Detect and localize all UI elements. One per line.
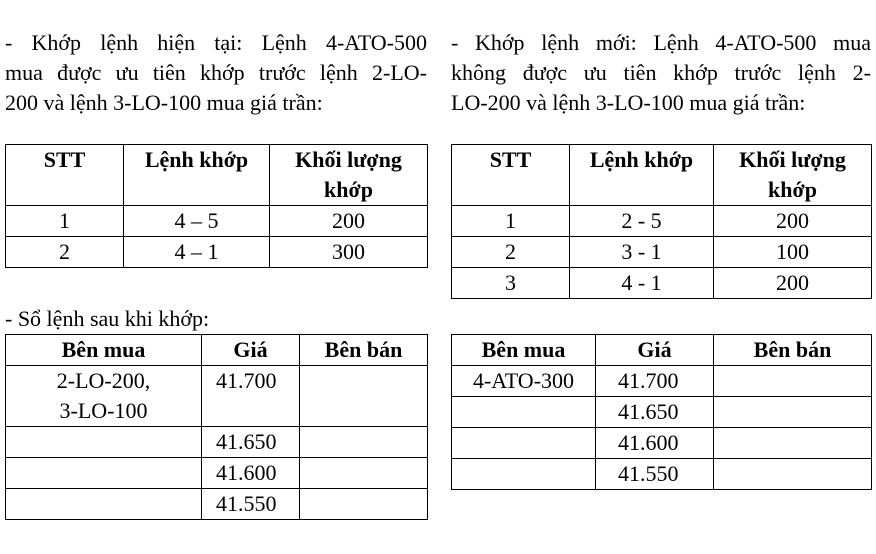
cell-price: 41.700 (202, 366, 300, 427)
cell-sell (714, 428, 872, 459)
cell-buy (452, 397, 596, 428)
table-row (452, 268, 872, 299)
table-row (6, 458, 428, 489)
cell-price: 41.550 (202, 489, 300, 520)
table-header-row (6, 145, 428, 206)
table-header-row (452, 145, 872, 206)
header-matched-order: Lệnh khớp (570, 145, 714, 206)
cell-buy (452, 459, 596, 490)
header-line: Khối lượng (295, 147, 402, 172)
paragraph-line: - Khớp lệnh hiện tại: Lệnh 4-ATO-500 (5, 30, 427, 55)
header-matched-order: Lệnh khớp (124, 145, 270, 206)
header-line: Khối lượng (739, 147, 846, 172)
cell-volume: 100 (714, 237, 872, 268)
cell-order: 3 - 1 (570, 237, 714, 268)
cell-price: 41.550 (596, 459, 714, 490)
cell-stt: 1 (452, 206, 570, 237)
cell-sell (714, 459, 872, 490)
cell-stt: 1 (6, 206, 124, 237)
cell-stt: 3 (452, 268, 570, 299)
cell-buy (6, 427, 202, 458)
table-header-row (6, 335, 428, 366)
header-buy-side: Bên mua (6, 335, 202, 366)
table-row (452, 206, 872, 237)
cell-sell (714, 397, 872, 428)
paragraph-line: không được ưu tiên khớp trước lệnh 2- (451, 60, 871, 85)
cell-buy (6, 458, 202, 489)
cell-buy (6, 366, 202, 427)
current-match-table (5, 144, 428, 268)
table-row (6, 206, 428, 237)
table-row (452, 428, 872, 459)
table-header-row (452, 335, 872, 366)
table-row (452, 459, 872, 490)
table-row (6, 366, 428, 427)
header-stt: STT (6, 145, 124, 206)
cell-volume: 200 (714, 206, 872, 237)
header-line: khớp (768, 177, 817, 202)
paragraph-line: mua được ưu tiên khớp trước lệnh 2-LO- (5, 60, 427, 85)
cell-price: 41.650 (202, 427, 300, 458)
table-row (452, 366, 872, 397)
buy-order-line: 3-LO-100 (59, 398, 148, 423)
cell-order: 4 - 1 (570, 268, 714, 299)
cell-price: 41.700 (596, 366, 714, 397)
cell-price: 41.600 (202, 458, 300, 489)
table-row (6, 237, 428, 268)
cell-sell (300, 489, 428, 520)
paragraph-line: 200 và lệnh 3-LO-100 mua giá trần: (5, 90, 323, 115)
cell-order: 2 - 5 (570, 206, 714, 237)
cell-buy: 4-ATO-300 (452, 366, 596, 397)
header-matched-volume (270, 145, 428, 206)
cell-price: 41.650 (596, 397, 714, 428)
header-buy-side: Bên mua (452, 335, 596, 366)
cell-sell (300, 427, 428, 458)
cell-buy (452, 428, 596, 459)
header-stt: STT (452, 145, 570, 206)
cell-order: 4 – 1 (124, 237, 270, 268)
cell-price: 41.600 (596, 428, 714, 459)
header-matched-volume (714, 145, 872, 206)
header-sell-side: Bên bán (714, 335, 872, 366)
new-order-book-table (451, 334, 872, 490)
cell-sell (300, 458, 428, 489)
cell-buy (6, 489, 202, 520)
table-row (452, 397, 872, 428)
new-match-table (451, 144, 872, 299)
header-line: khớp (324, 177, 373, 202)
header-sell-side: Bên bán (300, 335, 428, 366)
header-price: Giá (596, 335, 714, 366)
cell-volume: 300 (270, 237, 428, 268)
new-matching-paragraph (451, 28, 871, 118)
order-book-label: - Sổ lệnh sau khi khớp: (5, 306, 210, 331)
cell-volume: 200 (714, 268, 872, 299)
table-row (6, 489, 428, 520)
cell-volume: 200 (270, 206, 428, 237)
cell-sell (300, 366, 428, 427)
cell-order: 4 – 5 (124, 206, 270, 237)
paragraph-line: LO-200 và lệnh 3-LO-100 mua giá trần: (451, 90, 806, 115)
current-order-book-table (5, 334, 428, 520)
cell-stt: 2 (452, 237, 570, 268)
table-row (452, 237, 872, 268)
cell-stt: 2 (6, 237, 124, 268)
buy-order-line: 2-LO-200, (56, 368, 151, 393)
paragraph-line: - Khớp lệnh mới: Lệnh 4-ATO-500 mua (451, 30, 871, 55)
header-price: Giá (202, 335, 300, 366)
table-row (6, 427, 428, 458)
current-matching-paragraph (5, 28, 427, 118)
cell-sell (714, 366, 872, 397)
